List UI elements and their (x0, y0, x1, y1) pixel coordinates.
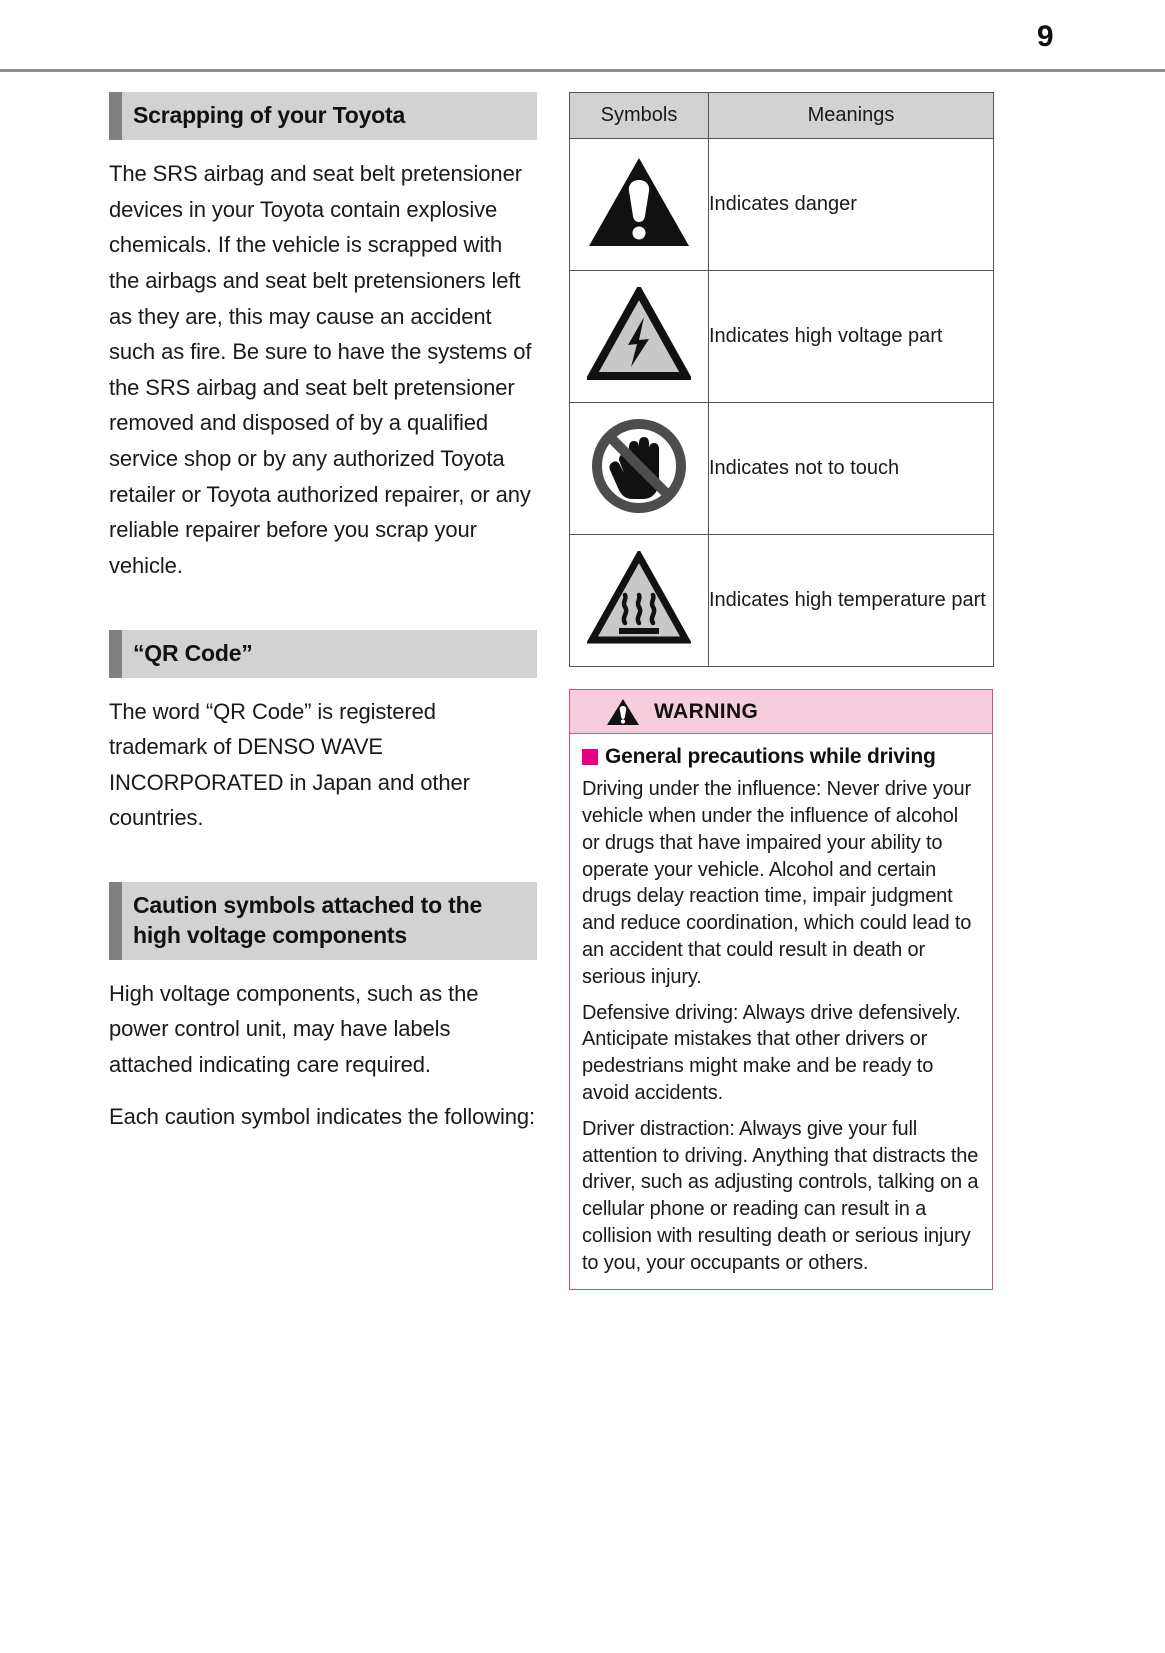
spacer (109, 600, 537, 630)
header-divider (0, 69, 1165, 72)
warning-paragraph-defensive-driving: Defensive driving: Always drive defensively. Anticipate mistakes that other drivers or pedestrians might make and be ready to avoid accidents. (582, 1001, 961, 1105)
warning-subheading (582, 743, 980, 770)
symbols-meanings-table (569, 92, 994, 667)
meaning-cell: Indicates danger (709, 139, 994, 271)
section-heading-scrapping (109, 92, 537, 140)
caution-paragraph-2: Each caution symbol indicates the following: (109, 1103, 536, 1129)
column-header-meanings: Meanings (709, 93, 994, 139)
warning-box-header (570, 690, 992, 734)
section-heading-qr-code-label: “QR Code” (133, 639, 253, 666)
high-temperature-triangle-icon (587, 551, 691, 645)
warning-box-body (570, 734, 992, 1289)
table-row (570, 403, 994, 535)
page-number: 9 (1036, 20, 1053, 53)
danger-triangle-icon (586, 154, 692, 250)
table-row (570, 139, 994, 271)
caution-paragraph-1: High voltage components, such as the power control unit, may have labels attached indicating care required. (109, 980, 479, 1078)
column-header-symbols: Symbols (570, 93, 709, 139)
symbol-cell (570, 403, 709, 535)
table-row (570, 271, 994, 403)
left-column (109, 92, 537, 1134)
warning-box-title: WARNING (654, 699, 759, 723)
warning-paragraph-driving-under-influence: Driving under the influence: Never drive your vehicle when under the influence of alcohol or drugs that have impaired your ability to operate your vehicle. Alcohol and certain drugs delay reaction time, impair judgment and reduce coordination, which could lead to an accident that could result in death or serious injury. (582, 778, 972, 988)
high-voltage-triangle-icon (587, 287, 691, 381)
page-header (0, 0, 1165, 72)
symbol-cell (570, 535, 709, 667)
section-heading-caution-symbols (109, 882, 537, 960)
symbol-cell (570, 139, 709, 271)
spacer (109, 852, 537, 882)
warning-triangle-icon (606, 697, 640, 727)
meaning-cell: Indicates not to touch (709, 403, 994, 535)
warning-subheading-label: General precautions while driving (605, 745, 936, 768)
warning-box (569, 689, 993, 1290)
right-column (569, 92, 993, 1290)
section-heading-qr-code (109, 630, 537, 678)
qr-code-paragraph: The word “QR Code” is registered trademark of DENSO WAVE INCORPORATED in Japan and other countries. (109, 698, 470, 831)
square-bullet-icon (582, 749, 598, 765)
warning-paragraph-driver-distraction: Driver distraction: Always give your full attention to driving. Anything that distracts the driver, such as adjusting controls, talking on a cellular phone or reading can result in a collision with resulting death or serious injury to you, your occupants or others. (582, 1117, 979, 1274)
scrapping-paragraph: The SRS airbag and seat belt pretensioner devices in your Toyota contain explosive chemicals. If the vehicle is scrapped with the airbags and seat belt pretensioners left as they are, this may cause an accident such as fire. Be sure to have the systems of the SRS airbag and seat belt pretensioner removed and disposed of by a qualified service shop or by any authorized Toyota retailer or Toyota authorized repairer, or any reliable repairer before you scrap your vehicle. (109, 161, 532, 578)
section-heading-scrapping-label: Scrapping of your Toyota (133, 102, 406, 129)
section-heading-caution-symbols-label: Caution symbols attached to the high voltage components (133, 892, 483, 948)
table-row (570, 535, 994, 667)
meaning-cell: Indicates high temperature part (709, 535, 994, 667)
symbol-cell (570, 271, 709, 403)
meaning-cell: Indicates high voltage part (709, 271, 994, 403)
do-not-touch-icon (587, 414, 691, 518)
table-header-row (570, 93, 994, 139)
